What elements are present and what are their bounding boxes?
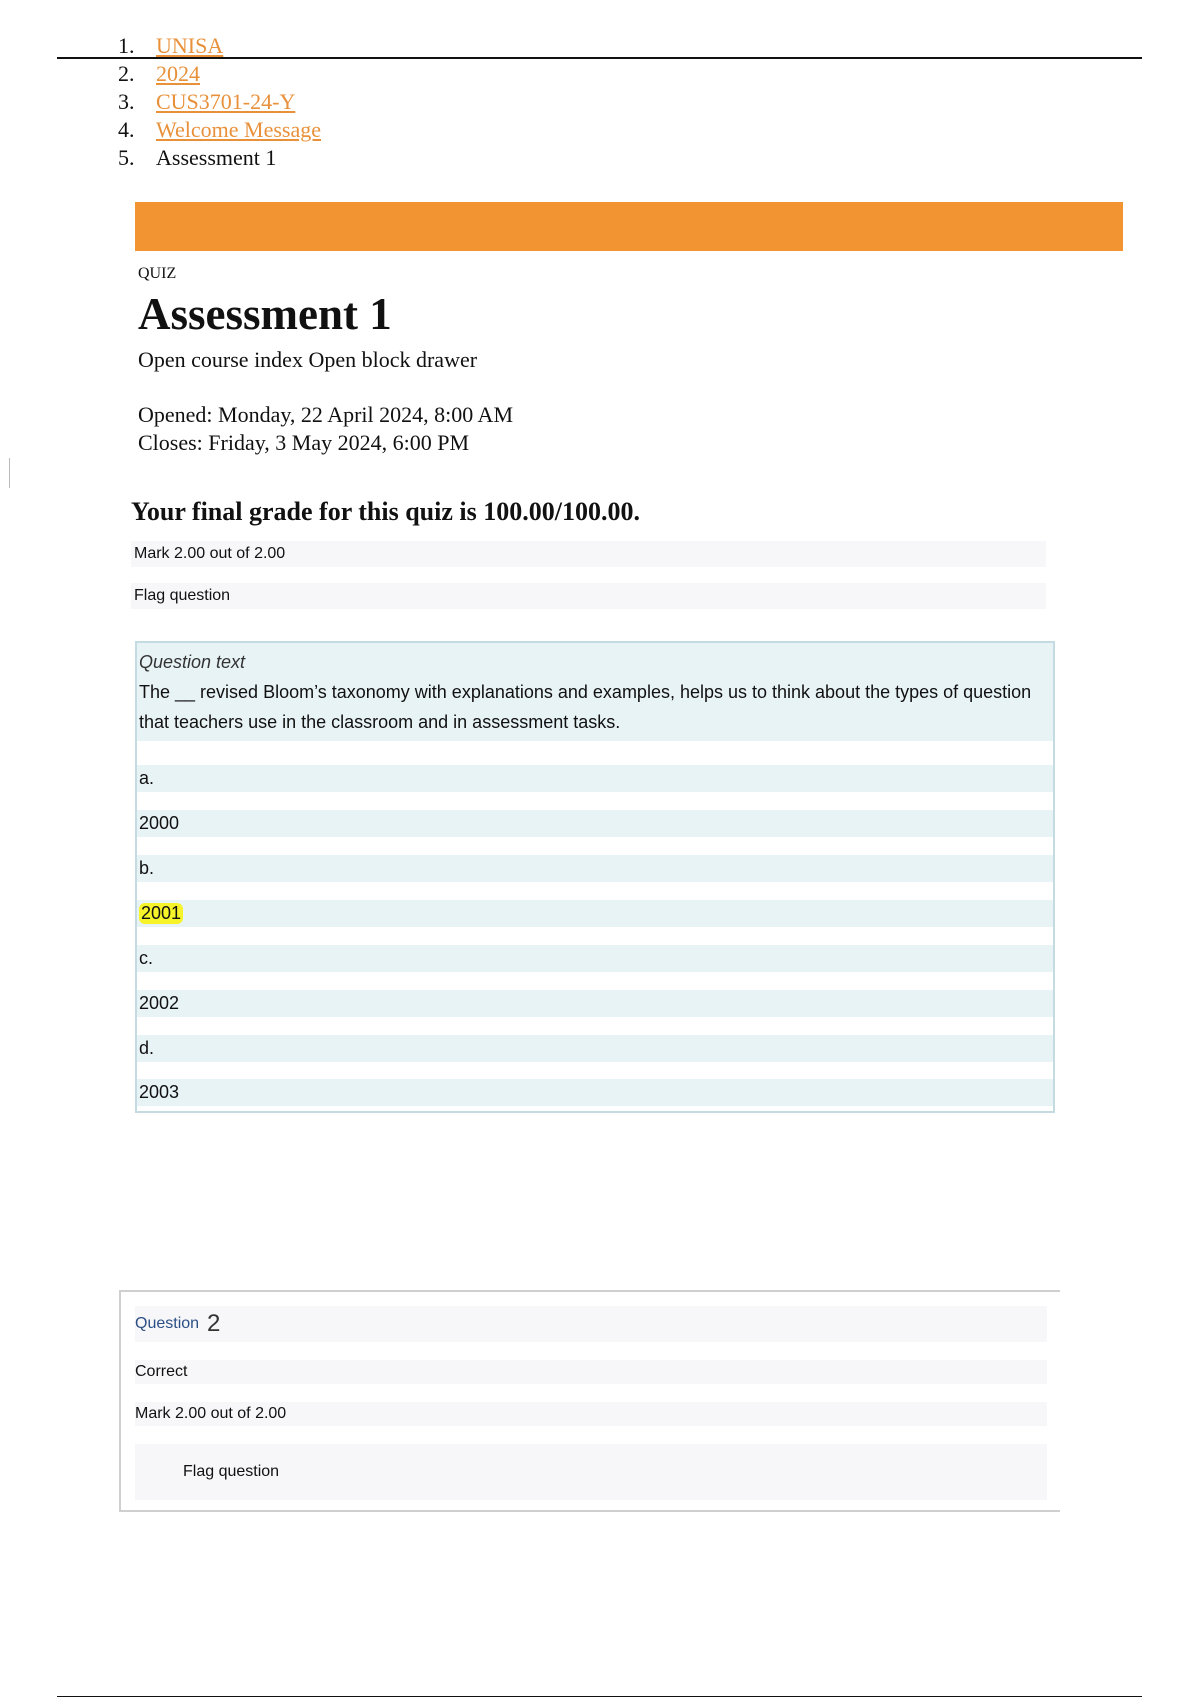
question-mark: Mark 2.00 out of 2.00	[135, 1402, 1047, 1426]
breadcrumb-number: 1.	[118, 33, 135, 58]
breadcrumb-item-year	[118, 60, 321, 88]
open-course-index-button[interactable]: Open course index	[138, 347, 303, 372]
option-d-letter	[137, 1035, 1053, 1062]
final-grade: Your final grade for this quiz is 100.00/100.00.	[131, 497, 640, 526]
question-mark: Mark 2.00 out of 2.00	[131, 541, 1046, 567]
option-letter: c.	[139, 948, 154, 968]
question-text-heading: Question text	[139, 652, 246, 672]
breadcrumb-link-welcome[interactable]: Welcome Message	[156, 117, 321, 142]
breadcrumb-item-course	[118, 88, 321, 116]
open-block-drawer-button[interactable]: Open block drawer	[308, 347, 478, 372]
breadcrumb-number: 5.	[118, 145, 135, 170]
closes-date: Closes: Friday, 3 May 2024, 6:00 PM	[138, 430, 470, 455]
option-a[interactable]	[137, 810, 1053, 837]
breadcrumb-current: Assessment 1	[156, 145, 277, 170]
option-value: 2003	[139, 1082, 180, 1102]
breadcrumb-item-current	[118, 144, 321, 172]
flag-question-button[interactable]: Flag question	[135, 1444, 1047, 1500]
breadcrumb-item-unisa	[118, 32, 321, 60]
question-label: Question	[135, 1315, 200, 1332]
question-number	[135, 1306, 1047, 1342]
option-value: 2002	[139, 993, 180, 1013]
question-status: Correct	[135, 1360, 1047, 1384]
breadcrumb-item-welcome	[118, 116, 321, 144]
option-a-letter	[137, 765, 1053, 792]
breadcrumb-number: 4.	[118, 117, 135, 142]
breadcrumb-link-course[interactable]: CUS3701-24-Y	[156, 89, 296, 114]
question-info-panel	[119, 1290, 1060, 1512]
option-c-letter	[137, 945, 1053, 972]
breadcrumb-link-unisa[interactable]: UNISA	[156, 33, 224, 58]
option-b[interactable]	[137, 900, 1053, 927]
header-banner	[135, 202, 1123, 251]
activity-dates	[138, 401, 513, 457]
option-value-highlighted: 2001	[141, 903, 182, 923]
breadcrumb-number: 2.	[118, 61, 135, 86]
question-number-value: 2	[207, 1310, 221, 1337]
option-d[interactable]	[137, 1079, 1053, 1106]
margin-mark	[9, 458, 10, 488]
breadcrumb-link-year[interactable]: 2024	[156, 61, 200, 86]
question-text-block	[137, 643, 1053, 741]
option-letter: a.	[139, 768, 155, 788]
option-letter: b.	[139, 858, 155, 878]
breadcrumb	[118, 32, 321, 172]
flag-question-button[interactable]: Flag question	[131, 583, 1046, 609]
question-content	[135, 641, 1055, 1113]
bottom-rule	[57, 1696, 1142, 1697]
question-text: The __ revised Bloom’s taxonomy with explanations and examples, helps us to think about the types of question that teachers use in the classroom and in assessment tasks.	[139, 682, 1032, 732]
breadcrumb-number: 3.	[118, 89, 135, 114]
option-letter: d.	[139, 1038, 155, 1058]
opened-date: Opened: Monday, 22 April 2024, 8:00 AM	[138, 402, 513, 427]
option-value: 2000	[139, 813, 180, 833]
activity-type-label: QUIZ	[138, 265, 177, 282]
option-c[interactable]	[137, 990, 1053, 1017]
page-title: Assessment 1	[138, 289, 392, 339]
option-b-letter	[137, 855, 1053, 882]
drawer-toggles	[138, 347, 477, 373]
